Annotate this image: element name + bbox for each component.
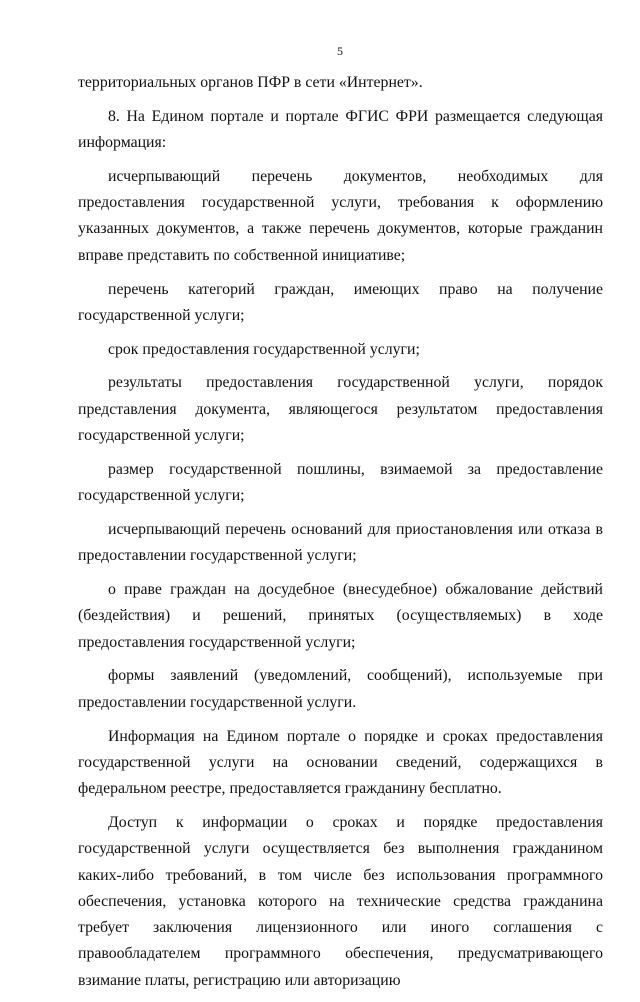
paragraph-item-8: 8. На Едином портале и портале ФГИС ФРИ размещается следующая информация: — [78, 107, 603, 152]
paragraph-refusal-grounds: исчерпывающий перечень оснований для приостановления или отказа в предоставлении государственной услуги; — [78, 520, 603, 565]
paragraph-documents-list: исчерпывающий перечень документов, необходимых для предоставления государственной услуги, требования к оформлению указанных документов, а также перечень документов, которые гражданин вправе представить по собственной инициативе; — [78, 167, 603, 264]
paragraph-application-forms: формы заявлений (уведомлений, сообщений), используемые при предоставлении государственной услуги. — [78, 667, 603, 711]
paragraph-access-conditions: Доступ к информации о сроках и порядке предоставления государственной услуги осуществляется без выполнения гражданином каких-либо требований, в том числе без использования программного обеспечения, установка которого на технические средства гражданина требует заключения лицензионного или иного соглашения с правообладателем программного обеспечения, предусматривающего взимание платы, регистрацию или авторизацию — [78, 813, 603, 989]
paragraph-service-term: срок предоставления государственной услуги; — [108, 340, 420, 358]
paragraph-service-results: результаты предоставления государственной услуги, порядок представления документа, являющегося результатом предоставления государственной услуги; — [78, 374, 603, 445]
paragraph-appeal-rights: о праве граждан на досудебное (внесудебное) обжалование действий (бездействия) и решений, принятых (осуществляемых) в ходе предоставления государственной услуги; — [78, 581, 603, 651]
page-number: 5 — [337, 44, 343, 58]
document-body — [78, 70, 603, 1002]
paragraph-citizen-categories: перечень категорий граждан, имеющих право на получение государственной услуги; — [78, 280, 603, 324]
paragraph-state-fee: размер государственной пошлины, взимаемой за предоставление государственной услуги; — [78, 460, 603, 505]
paragraph-free-information: Информация на Едином портале о порядке и сроках предоставления государственной услуги на основании сведений, содержащихся в федеральном реестре, предоставляется гражданину бесплатно. — [78, 727, 603, 798]
paragraph-continuation: территориальных органов ПФР в сети «Интернет». — [78, 74, 423, 91]
